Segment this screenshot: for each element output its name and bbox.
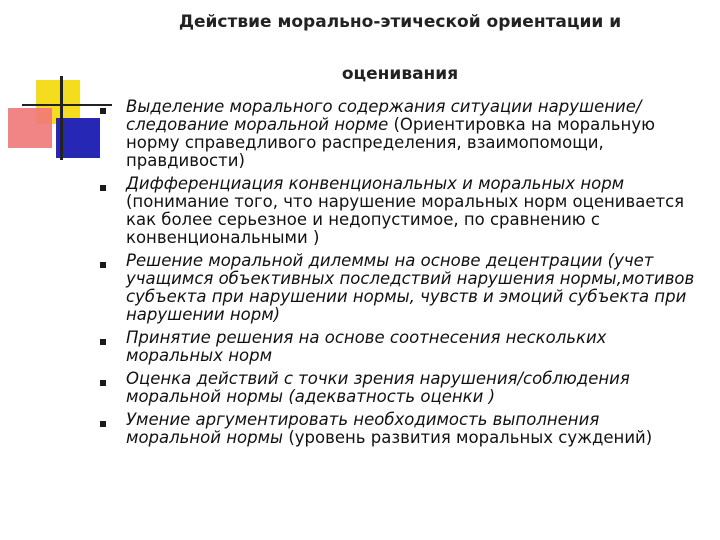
- square-bullet-icon: [100, 339, 106, 345]
- item-normal-text: (понимание того, что нарушение моральных норм оценивается как более серьезное и недопустимое, по сравнению с конвенциональными ): [126, 192, 685, 247]
- square-bullet-icon: [100, 108, 106, 114]
- item-normal-text: (Ориентировка на моральную норму справедливого распределения, взаимопомощи, правдивости): [126, 115, 655, 170]
- list-item: [96, 370, 696, 406]
- item-italic-text: Умение аргументировать необходимость выполнения моральной нормы: [126, 410, 600, 447]
- square-bullet-icon: [100, 421, 106, 427]
- slide-title-line-2: оценивания: [341, 64, 459, 84]
- item-normal-text: (уровень развития моральных суждений): [283, 428, 653, 447]
- slide-title-line-1: Действие морально-этической ориентации и: [178, 12, 622, 32]
- square-bullet-icon: [100, 262, 106, 268]
- item-italic-text: Оценка действий с точки зрения нарушения/соблюдения моральной нормы (адекватность оценки ): [126, 369, 630, 406]
- item-italic-text: Решение моральной дилеммы на основе децентрации (учет учащимся объективных последствий нарушения нормы,мотивов субъекта при нарушении нормы, чувств и эмоций субъекта при нарушении норм): [126, 251, 695, 324]
- item-italic-text: Принятие решения на основе соотнесения нескольких моральных норм: [126, 328, 607, 365]
- item-italic-text: Выделение морального содержания ситуации нарушение/следование моральной норме: [126, 97, 642, 134]
- list-item: [96, 411, 696, 447]
- item-italic-text: Дифференциация конвенциональных и моральных норм: [126, 174, 625, 193]
- square-bullet-icon: [100, 380, 106, 386]
- square-bullet-icon: [100, 185, 106, 191]
- list-item: [96, 175, 696, 247]
- logo-vertical-line: [60, 76, 63, 160]
- bullet-list: [96, 98, 696, 447]
- list-item: [96, 329, 696, 365]
- logo-red-square: [8, 108, 52, 148]
- list-item: [96, 252, 696, 324]
- list-item: [96, 98, 696, 170]
